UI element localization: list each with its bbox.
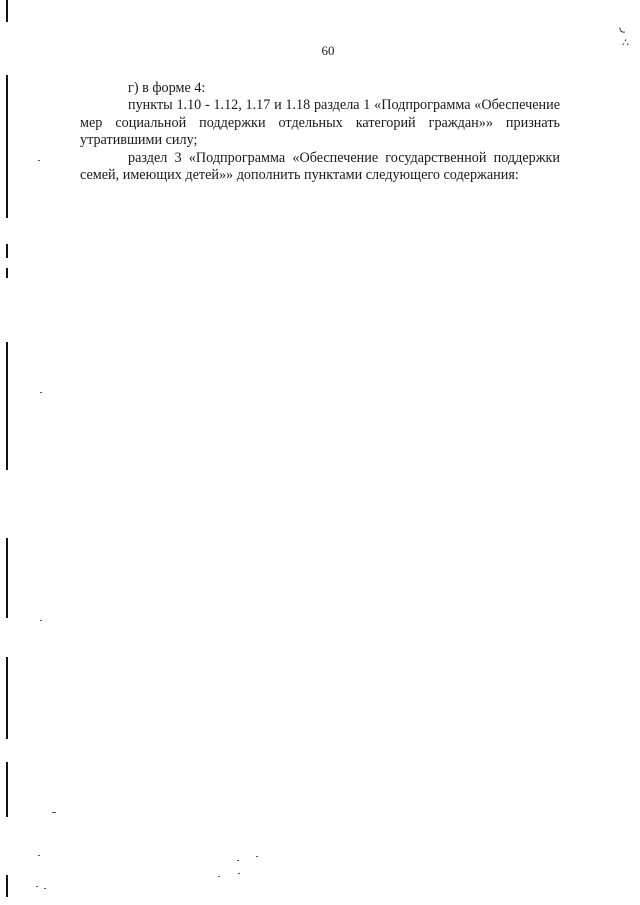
scan-edge-mark <box>6 268 8 278</box>
scan-speck <box>52 812 56 813</box>
scan-speck <box>238 873 240 874</box>
document-body <box>80 80 560 184</box>
scan-edge-mark <box>6 342 8 470</box>
scan-edge-mark <box>6 75 8 218</box>
scan-speck <box>44 888 46 889</box>
scan-speck <box>40 392 42 393</box>
scan-speck <box>237 860 239 861</box>
paragraph-form4-heading: г) в форме 4: <box>128 80 206 96</box>
scan-speck <box>40 620 42 621</box>
scan-speck <box>38 855 40 856</box>
scan-edge-mark <box>6 875 8 897</box>
scan-edge-mark <box>6 762 8 817</box>
paragraph-repeal-items: пункты 1.10 - 1.12, 1.17 и 1.18 раздела 1 «Подпрограмма «Обеспечение мер социальной поддержки отдельных категорий граждан»» признать утратившими силу; <box>80 97 560 149</box>
paragraph-section3-additions: раздел 3 «Подпрограмма «Обеспечение государственной поддержки семей, имеющих детей»» дополнить пунктами следующего содержания: <box>80 149 560 184</box>
scan-speck <box>256 856 258 857</box>
page-number: 60 <box>321 43 335 58</box>
edge-stamp: ر ∴ <box>619 28 631 50</box>
scan-speck <box>218 876 220 877</box>
scan-edge-mark <box>6 244 8 258</box>
scan-speck <box>36 886 38 887</box>
scan-speck <box>38 160 40 161</box>
scan-edge-mark <box>6 0 8 22</box>
scan-edge-mark <box>6 657 8 739</box>
scan-edge-mark <box>6 538 8 618</box>
